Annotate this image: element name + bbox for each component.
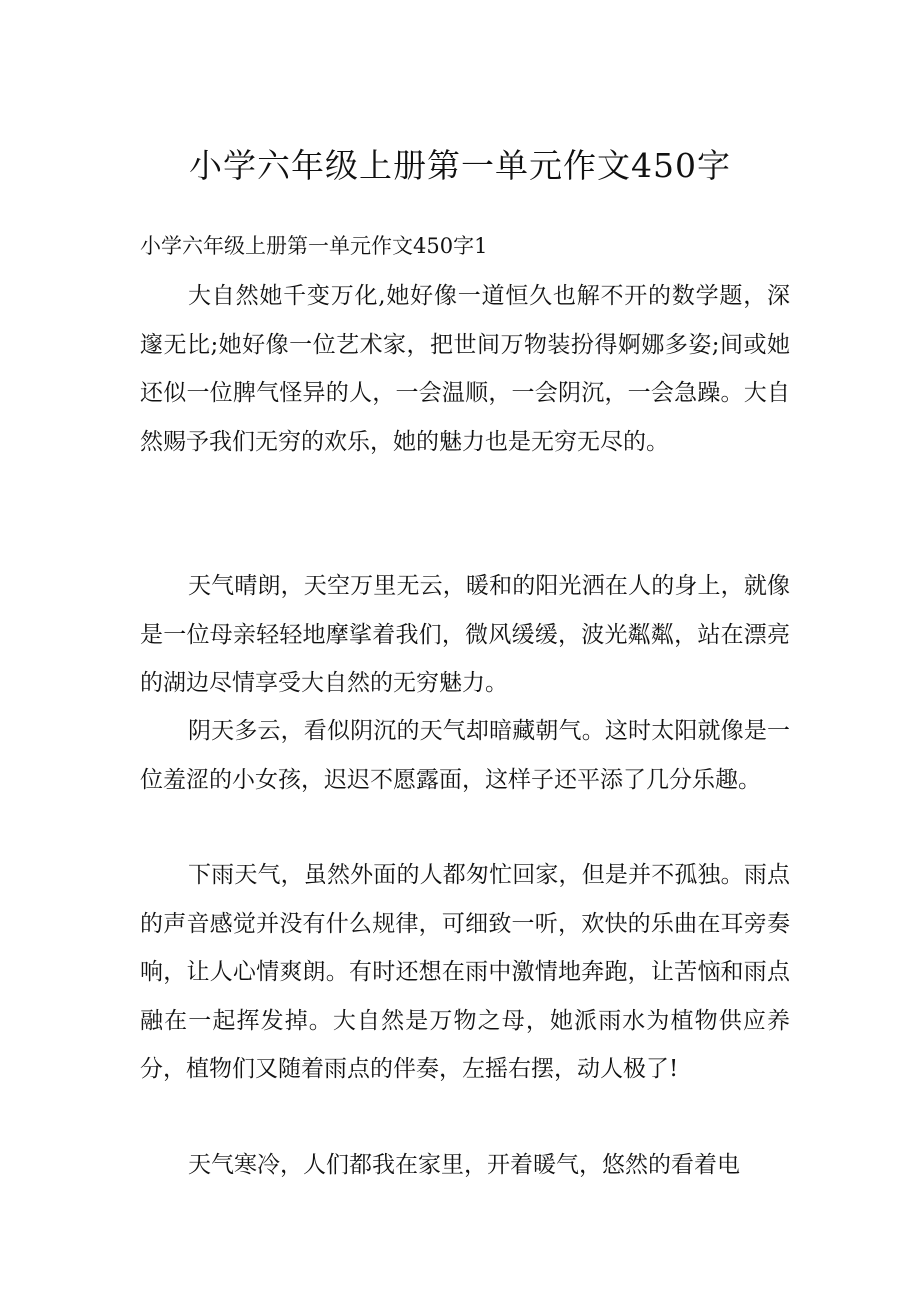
paragraph-1: 大自然她千变万化,她好像一道恒久也解不开的数学题，深邃无比;她好像一位艺术家，把世间万物装扮得婀娜多姿;间或她还似一位脾气怪异的人，一会温顺，一会阴沉，一会急躁。大自然赐予我们无穷的欢乐，她的魅力也是无穷无尽的。	[140, 283, 790, 455]
paragraph-4: 下雨天气，虽然外面的人都匆忙回家，但是并不孤独。雨点的声音感觉并没有什么规律，可细致一听，欢快的乐曲在耳旁奏响，让人心情爽朗。有时还想在雨中激情地奔跑，让苦恼和雨点融在一起挥发掉。大自然是万物之母，她派雨水为植物供应养分，植物们又随着雨点的伴奏，左摇右摆，动人极了!	[140, 862, 790, 1082]
essay-heading: 小学六年级上册第一单元作文450字1	[140, 234, 488, 258]
page-title: 小学六年级上册第一单元作文450字	[189, 146, 731, 185]
paragraph-5: 天气寒冷，人们都我在家里，开着暖气，悠然的看着电	[188, 1152, 740, 1178]
paragraph-2: 天气晴朗，天空万里无云，暖和的阳光洒在人的身上，就像是一位母亲轻轻地摩挲着我们，微风缓缓，波光粼粼，站在漂亮的湖边尽情享受大自然的无穷魅力。	[140, 573, 790, 696]
paragraph-3: 阴天多云，看似阴沉的天气却暗藏朝气。这时太阳就像是一位羞涩的小女孩，迟迟不愿露面，这样子还平添了几分乐趣。	[140, 718, 790, 793]
